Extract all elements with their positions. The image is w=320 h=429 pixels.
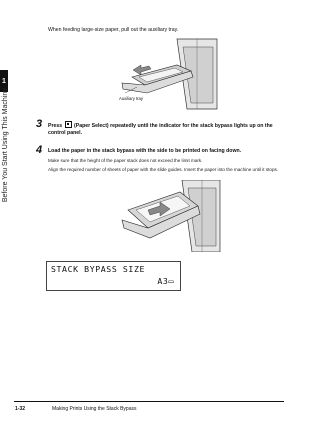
load-paper-illustration — [120, 180, 224, 252]
step-4-note-1: Make sure that the height of the paper stack does not exceed the limit mark. — [48, 158, 203, 163]
display-line-1: STACK BYPASS SIZE — [51, 264, 145, 274]
step-3-title — [48, 121, 284, 137]
section-title: Making Prints Using the Stack Bypass — [52, 406, 137, 412]
intro-text: When feeding large-size paper, pull out the auxiliary tray. — [48, 27, 179, 33]
step-4-number: 4 — [36, 144, 43, 156]
page-number: 1-32 — [15, 406, 26, 412]
step-4-title: Load the paper in the stack bypass with the side to be printed on facing down. — [48, 148, 242, 154]
auxiliary-tray-illustration — [117, 37, 225, 111]
step-3-title-prefix: Press — [48, 123, 63, 129]
chapter-title: Before You Start Using This Machine — [2, 87, 9, 203]
step-3-number: 3 — [36, 118, 43, 130]
footer-rule — [14, 401, 284, 402]
paper-select-key-icon — [65, 121, 72, 128]
step-4-note-2: Align the required number of sheets of paper with the slide guides. Insert the paper into the machine until it stops. — [48, 167, 279, 172]
control-panel-display — [46, 261, 181, 291]
step-3-title-suffix: (Paper Select) repeatedly until the indicator for the stack bypass lights up on the control panel. — [48, 123, 273, 136]
auxiliary-tray-label: Auxiliary tray — [119, 96, 143, 101]
chapter-tab-number: 1 — [2, 77, 6, 85]
display-line-2: A3▭ — [157, 276, 174, 286]
